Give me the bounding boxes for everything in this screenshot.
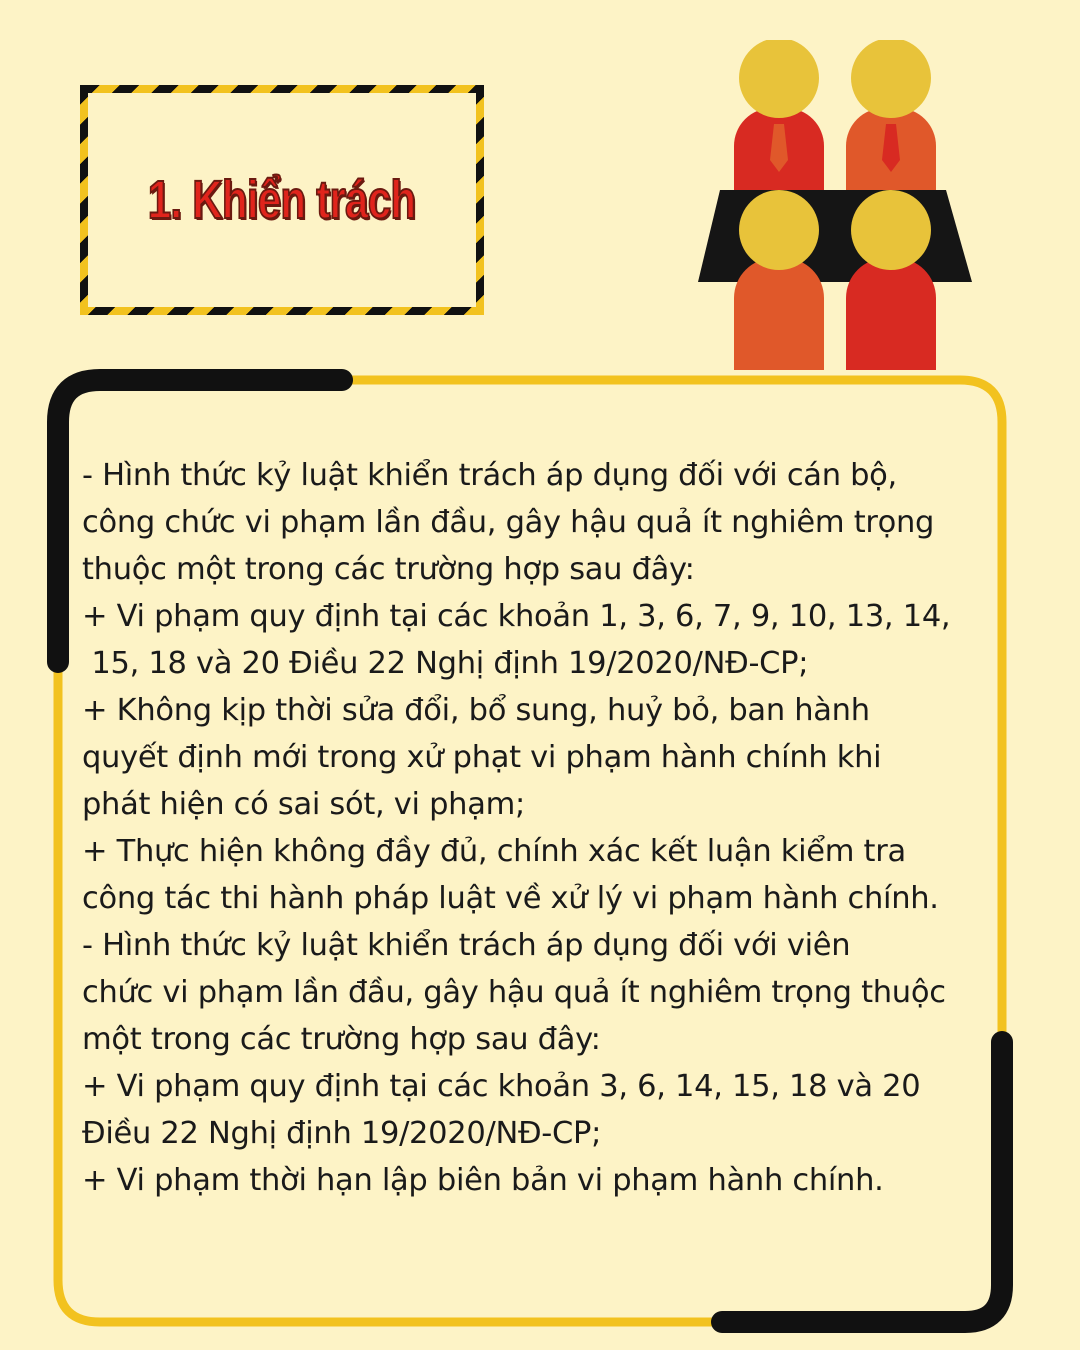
body-line: một trong các trường hợp sau đây: <box>82 1022 601 1057</box>
title-banner <box>80 85 484 315</box>
body-line: + Thực hiện không đầy đủ, chính xác kết luận kiểm tra <box>82 834 906 869</box>
body-line: + Vi phạm thời hạn lập biên bản vi phạm hành chính. <box>82 1163 884 1198</box>
body-line: - Hình thức kỷ luật khiển trách áp dụng đối với viên <box>82 928 851 963</box>
meeting-table <box>698 190 972 282</box>
title-banner-inner <box>88 93 476 307</box>
body-line: công chức vi phạm lần đầu, gây hậu quả ít nghiêm trọng <box>82 505 935 540</box>
body-line: + Vi phạm quy định tại các khoản 1, 3, 6, 7, 9, 10, 13, 14, <box>82 599 951 634</box>
body-line: thuộc một trong các trường hợp sau đây: <box>82 552 695 587</box>
body-line: Điều 22 Nghị định 19/2020/NĐ-CP; <box>82 1116 602 1151</box>
front-person-right <box>846 190 936 370</box>
body-line: + Vi phạm quy định tại các khoản 3, 6, 14, 15, 18 và 20 <box>82 1069 921 1104</box>
body-line: quyết định mới trong xử phạt vi phạm hành chính khi <box>82 740 882 775</box>
body-line: - Hình thức kỷ luật khiển trách áp dụng đối với cán bộ, <box>82 458 897 493</box>
body-line: chức vi phạm lần đầu, gây hậu quả ít nghiêm trọng thuộc <box>82 975 946 1010</box>
body-line: 15, 18 và 20 Điều 22 Nghị định 19/2020/NĐ-CP; <box>82 646 809 681</box>
body-line: + Không kịp thời sửa đổi, bổ sung, huỷ bỏ, ban hành <box>82 693 870 728</box>
people-meeting-icon <box>690 40 980 370</box>
body-line: công tác thi hành pháp luật về xử lý vi phạm hành chính. <box>82 881 939 916</box>
page-title: 1. Khiển trách <box>148 170 416 230</box>
front-person-left <box>734 190 824 370</box>
body-line: phát hiện có sai sót, vi phạm; <box>82 787 525 822</box>
body-text <box>82 452 1042 1204</box>
